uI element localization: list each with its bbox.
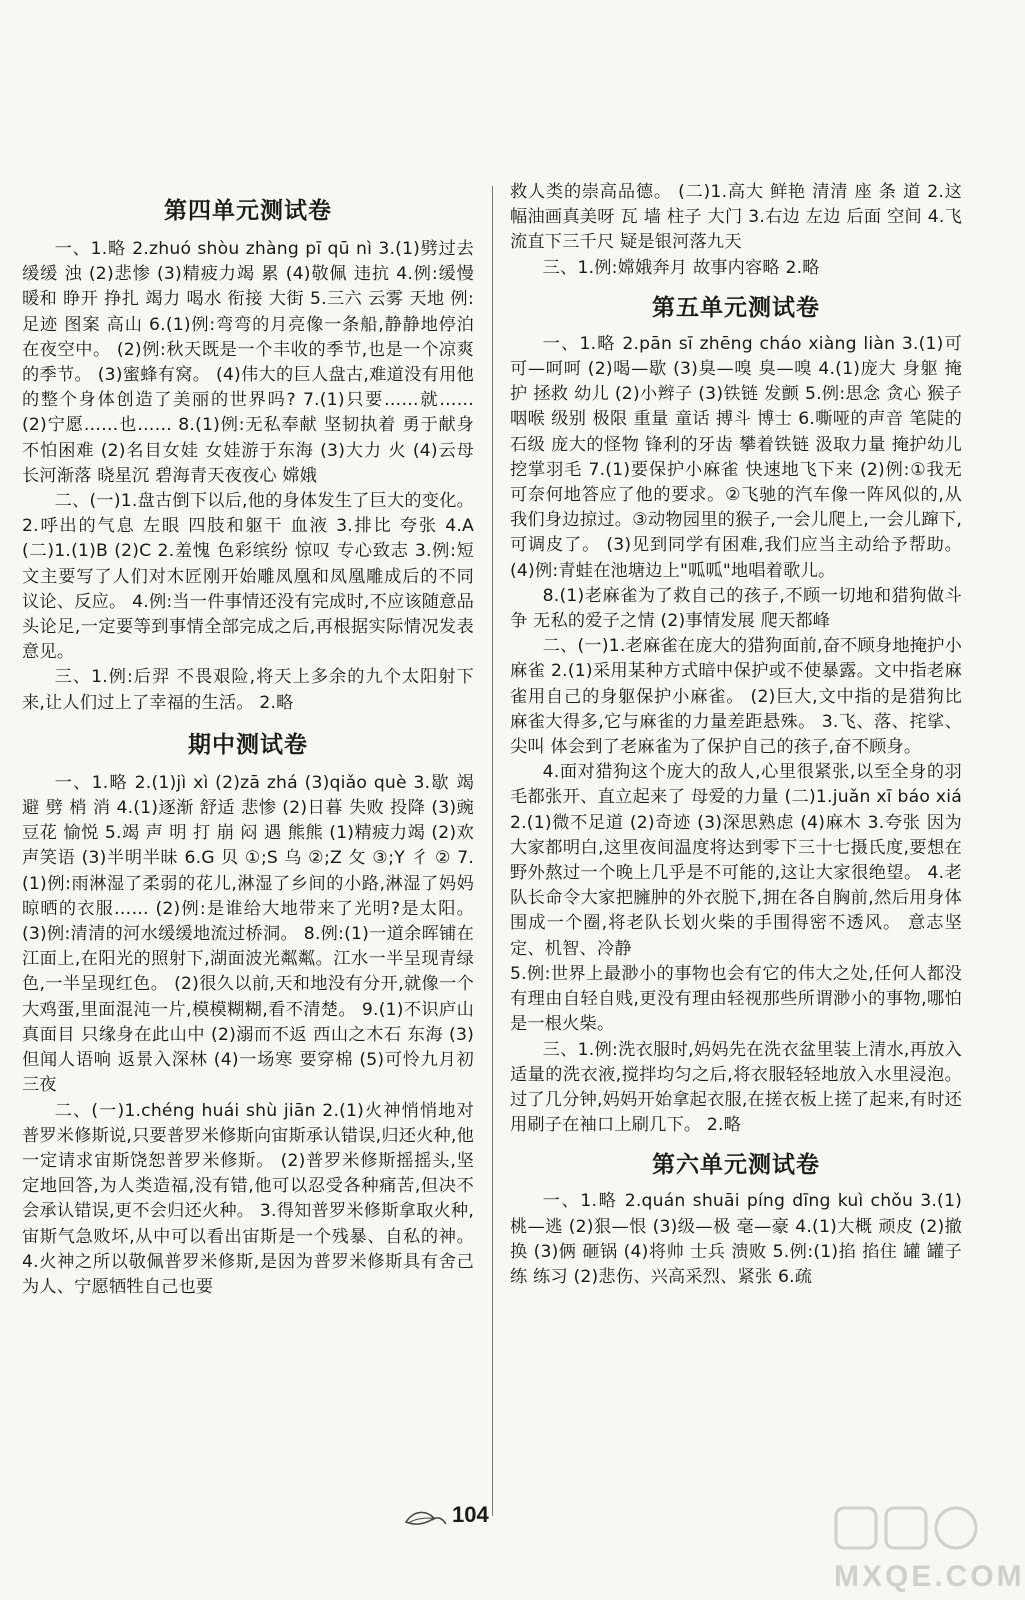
- unit5-section2: 二、(一)1.老麻雀在庞大的猎狗面前,奋不顾身地掩护小麻雀 2.(1)采用某种方式暗中保护或不使暴露。文中指老麻雀用自己的身躯保护小麻雀。 (2)巨大,文中指的是猎狗比麻雀大得多,它与麻雀的力量差距悬殊。 3.飞、落、挓挲、尖叫 体会到了老麻雀为了保护自己的孩子,奋不顾身。: [510, 636, 962, 758]
- watermark-url: MXQE.COM: [834, 1560, 1025, 1593]
- unit5-q5: 5.例:世界上最渺小的事物也会有它的伟大之处,任何人都没有理由自轻自贱,更没有理由轻视那些所谓渺小的事物,哪怕是一根火柴。: [510, 963, 962, 1035]
- column-divider: [492, 186, 493, 1516]
- unit6-title: 第六单元测试卷: [652, 1151, 820, 1179]
- unit5-q4: 4.面对猎狗这个庞大的敌人,心里很紧张,以至全身的羽毛都张开、直立起来了 母爱的力量 (二)1.juǎn xī báo xiá 2.(1)微不足道 (2)奇迹 (3)深思熟虑 (4)麻木 3.夸张 因为大家都明白,这里夜间温度将达到零下三十七摄氏度,要想在野外熬过一个晚上几乎是不可能的,这让大家很绝望。 4.老队长命令大家把臃肿的外衣脱下,拥在各自胸前,然后用身体围成一个圈,将老队长划火柴的手围得密不透风。 意志坚定、机智、冷静: [510, 762, 962, 959]
- right-column: [510, 180, 962, 1290]
- watermark: [832, 1502, 1025, 1598]
- unit5-section1: 一、1.略 2.pān sī zhēng cháo xiàng liàn 3.(1)可可—呵呵 (2)喝—歇 (3)臭—嗅 臭—嗅 4.(1)庞大 身躯 掩护 拯救 幼儿 (2)小辫子 (3)铁链 发颤 5.例:思念 贪心 猴子 咽喉 级别 极限 重量 童话 搏斗 博士 6.嘶哑的声音 笔陡的石级 庞大的怪物 锋利的牙齿 攀着铁链 汲取力量 掩护幼儿 挖掌羽毛 7.(1)要保护小麻雀 快速地飞下来 (2)例:①我无可奈何地答应了他的要求。②飞驰的汽车像一阵风似的,从我们身边掠过。③动物园里的猴子,一会儿爬上,一会儿蹿下,可调皮了。 (3)见到同学有困难,我们应当主动给予帮助。 (4)例:青蛙在池塘边上"呱呱"地唱着歌儿。: [510, 333, 962, 581]
- unit5-title: 第五单元测试卷: [652, 293, 820, 321]
- midterm-section1: 一、1.略 2.(1)jì xì (2)zā zhá (3)qiǎo què 3.歇 竭 避 劈 梢 消 4.(1)逐渐 舒适 悲惨 (2)日暮 失败 投降 (3)豌豆花 愉悦 5.竭 声 明 打 崩 闷 遇 熊熊 (1)精疲力竭 (2)欢声笑语 (3)半明半昧 6.G 贝 ①;S 乌 ②;Z 攵 ③;Y 彳 ② 7.(1)例:雨淋湿了柔弱的花儿,淋湿了乡间的小路,淋湿了妈妈晾晒的衣服…… (2)例:是谁给大地带来了光明?是太阳。 (3)例:清清的河水缓缓地流过桥洞。 8.例:(1)一道余晖铺在江面上,在阳光的照射下,湖面波光粼粼。江水一半呈现青绿色,一半呈现红色。 (2)很久以前,天和地没有分开,就像一个大鸡蛋,里面混沌一片,模模糊糊,看不清楚。 9.(1)不识庐山真面目 只缘身在此山中 (2)溺而不返 西山之木石 东海 (3)但闻人语响 返景入深林 (4)一场寒 要穿棉 (5)可怜九月初三夜: [22, 772, 474, 1096]
- unit4-section3: 三、1.例:后羿 不畏艰险,将天上多余的九个太阳射下来,让人们过上了幸福的生活。 2.略: [22, 667, 474, 713]
- unit4-section2: 二、(一)1.盘古倒下以后,他的身体发生了巨大的变化。 2.呼出的气息 左眼 四肢和躯干 血液 3.排比 夸张 4.A (二)1.(1)B (2)C 2.羞愧 色彩缤纷 惊叹 专心致志 3.例:短文主要写了人们对木匠刚开始雕凤凰和凤凰雕成后的不同议论、反应。 4.例:当一件事情还没有完成时,不应该随意品头论足,一定要等到事情全部完成之后,再根据实际情况发表意见。: [22, 491, 474, 663]
- unit4-title: 第四单元测试卷: [164, 197, 332, 224]
- midterm-title: 期中测试卷: [188, 730, 308, 758]
- watermark-logo-icon: [832, 1502, 982, 1554]
- midterm-continued: 救人类的崇高品德。 (二)1.高大 鲜艳 清清 座 条 道 2.这幅油画真美呀 瓦 墙 柱子 大门 3.右边 左边 后面 空间 4.飞流直下三千尺 疑是银河落九天: [510, 182, 962, 253]
- midterm-section2: 二、(一)1.chéng huái shù jiān 2.(1)火神悄悄地对普罗米修斯说,只要普罗米修斯向宙斯承认错误,归还火种,他一定请求宙斯饶恕普罗米修斯。 (2)普罗米修斯摇摇头,坚定地回答,为人类造福,没有错,他可以忍受各种痛苦,但决不会承认错误,更不会归还火种。 3.得知普罗米修斯拿取火种,宙斯气急败坏,从中可以看出宙斯是一个残暴、自私的神。 4.火神之所以敬佩普罗米修斯,是因为普罗米修斯具有舍己为人、宁愿牺牲自己也要: [22, 1100, 474, 1297]
- unit5-section3: 三、1.例:洗衣服时,妈妈先在洗衣盆里装上清水,再放入适量的洗衣液,搅拌均匀之后,将衣服轻轻地放入水里浸泡。过了几分钟,妈妈开始拿起衣服,在搓衣板上搓了起来,有时还用刷子在袖口上刷几下。 2.略: [510, 1039, 962, 1136]
- unit5-q8: 8.(1)老麻雀为了救自己的孩子,不顾一切地和猎狗做斗争 无私的爱子之情 (2)事情发展 爬天都峰: [510, 585, 962, 632]
- leaf-ornament-icon: [404, 1508, 448, 1530]
- unit4-section1: 一、1.略 2.zhuó shòu zhàng pī qū nì 3.(1)劈过去 缓缓 浊 (2)悲惨 (3)精疲力竭 累 (4)敬佩 违抗 4.例:缓慢 暖和 睁开 挣扎 竭力 喝水 衔接 大街 5.三六 云雾 天地 例:足迹 图案 高山 6.(1)例:弯弯的月亮像一条船,静静地停泊在夜空中。 (2)例:秋天既是一个丰收的季节,也是一个凉爽的季节。 (3)蜜蜂有窝。 (4)伟大的巨人盘古,难道没有用他的整个身体创造了美丽的世界吗? 7.(1)只要……就…… (2)宁愿……也…… 8.(1)例:无私奉献 坚韧执着 勇于献身 不怕困难 (2)名目女娃 女娃游于东海 (3)大力 火 (4)云母 长河渐落 晓星沉 碧海青天夜夜心 嫦娥: [22, 239, 474, 486]
- page-number: 104: [452, 1502, 489, 1527]
- unit6-section1: 一、1.略 2.quán shuāi píng dīng kuì chǒu 3.(1)桃—逃 (2)狠—恨 (3)级—极 毫—豪 4.(1)大概 顽皮 (2)撤换 (3)俩 砸锅 (4)将帅 士兵 溃败 5.例:(1)掐 掐住 罐 罐子 练 练习 (2)悲伤、兴高采烈、紧张 6.疏: [510, 1191, 962, 1287]
- left-column: [22, 176, 474, 1300]
- midterm-section3: 三、1.例:嫦娥奔月 故事内容略 2.略: [542, 257, 820, 278]
